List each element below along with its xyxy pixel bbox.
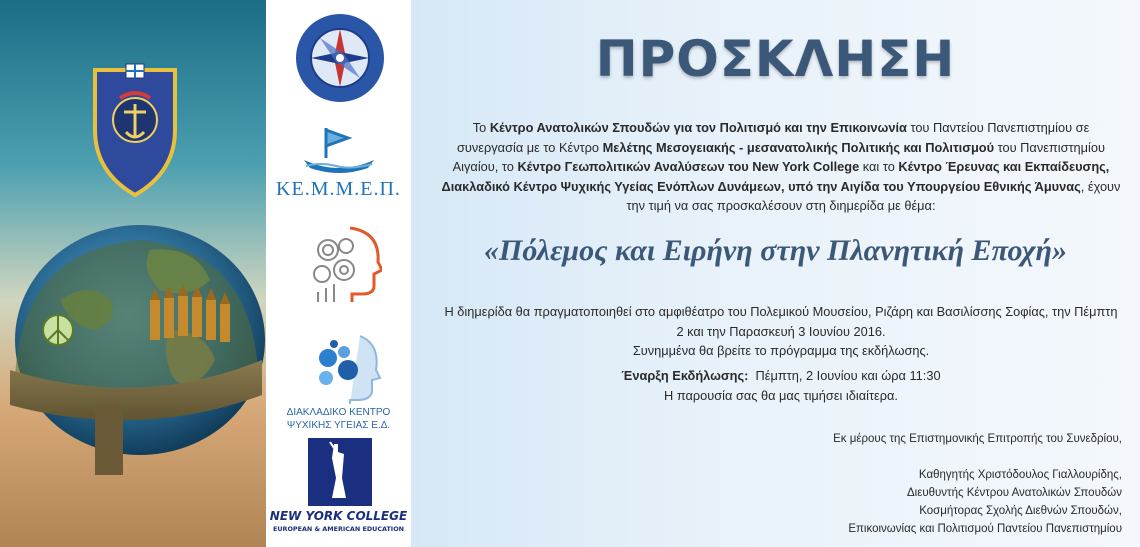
- opening-line: [441, 366, 1121, 386]
- kemmep-logo-text: ΚΕ.Μ.Μ.Ε.Π.: [276, 178, 401, 200]
- intro-text-4: και το: [859, 159, 899, 174]
- program-note: Συνημμένα θα βρείτε το πρόγραμμα της εκδήλωσης.: [632, 343, 930, 358]
- venue-text: Η διημερίδα θα πραγματοποιηθεί στο αμφιθέατρο του Πολεμικού Μουσείου, Ριζάρη και Βασιλίσσης Σοφίας, την Πέμπτη 2 και την Παρασκευή 3 Ιουνίου 2016.: [444, 304, 1118, 339]
- geopolitical-center-logo: [294, 8, 386, 106]
- nyc-subtitle: EUROPEAN & AMERICAN EDUCATION: [273, 525, 404, 533]
- opening-label: Έναρξη Εκδήλωσης:: [621, 368, 749, 383]
- signature-line: Καθηγητής Χριστόδουλος Γιαλλουρίδης,: [918, 469, 1122, 481]
- mental-health-label-2: ΨΥΧΙΚΗΣ ΥΓΕΙΑΣ Ε.Δ.: [286, 420, 391, 431]
- intro-text-3: του Πανεπιστημίου Αιγαίου, το: [452, 139, 1105, 174]
- intro-org-3: Κέντρο Γεωπολιτικών Αναλύσεων του New York College: [517, 159, 860, 174]
- signature-line: Κοσμήτορας Σχολής Διεθνών Σπουδών,: [919, 505, 1122, 517]
- nyc-name: NEW YORK COLLEGE: [269, 509, 408, 523]
- intro-text-5: , έχουν την τιμή να σας προσκαλέσουν στη διημερίδα με θέμα:: [626, 178, 1121, 213]
- spiral-head-logo: [300, 222, 382, 304]
- peace-sign-icon: [43, 315, 73, 345]
- intro-org-2: Μελέτης Μεσογειακής - μεσανατολικής Πολιτικής και Πολιτισμού: [602, 139, 995, 155]
- honor-text: Η παρουσία σας θα μας τιμήσει ιδιαίτερα.: [664, 387, 898, 403]
- details-block: [441, 302, 1121, 361]
- intro-text-1: Το: [472, 120, 490, 135]
- intro-paragraph: [441, 118, 1121, 216]
- invitation-body: [411, 0, 1140, 547]
- navy-shield-icon: [95, 64, 175, 195]
- helmet-image-panel: [0, 0, 266, 547]
- nyc-statue-logo: [308, 438, 372, 506]
- intro-text-2: του Παντείου Πανεπιστημίου σε συνεργασία με το Κέντρο: [457, 120, 1090, 155]
- signature-intro: Εκ μέρους της Επιστημονικής Επιτροπής του Συνεδρίου,: [833, 433, 1122, 445]
- intro-org-4: Κέντρο Έρευνας και Εκπαίδευσης, Διακλαδικό Κέντρο Ψυχικής Υγείας Ενόπλων Δυνάμεων, υπό την Αιγίδα του Υπουργείου Εθνικής Άμυνας: [441, 159, 1110, 194]
- mental-health-logo: [300, 330, 382, 404]
- signature-line: Διευθυντής Κέντρου Ανατολικών Σπουδών: [906, 487, 1122, 499]
- opening-value: Πέμπτη, 2 Ιουνίου και ώρα 11:30: [755, 368, 941, 383]
- kemmep-ship-logo: [296, 118, 382, 178]
- page-title: ΠΡΟΣΚΛΗΣΗ: [595, 30, 956, 88]
- opening-block: [441, 366, 1121, 405]
- intro-org-1: Κέντρο Ανατολικών Σπουδών για τον Πολιτισμό και την Επικοινωνία: [489, 120, 907, 135]
- mental-health-label-1: ΔΙΑΚΛΑΔΙΚΟ ΚΕΝΤΡΟ: [286, 407, 391, 418]
- signature-line: Επικοινωνίας και Πολιτισμού Παντείου Πανεπιστημίου: [848, 523, 1122, 535]
- signature-block: [622, 466, 1122, 538]
- helmet-globe-illustration: [0, 0, 266, 547]
- conference-theme: «Πόλεμος και Ειρήνη στην Πλανητική Εποχή»: [483, 234, 1068, 267]
